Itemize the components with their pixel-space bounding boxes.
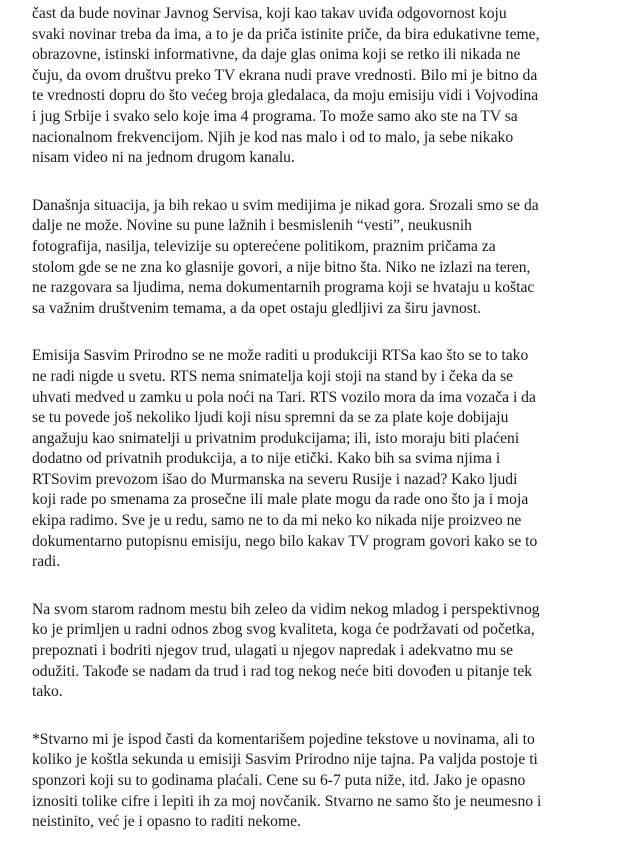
text-line: dodatno od privatnih produkcija, a to nije etički. Kako bih sa svima njima i: [32, 450, 501, 468]
paragraph-1: [32, 4, 628, 169]
text-line: odužiti. Takođe se nadam da trud i rad tog nekog neće biti dovođen u pitanje tek: [32, 662, 533, 680]
text-line: i jug Srbije i svako selo koje ima 4 programa. To može samo ako ste na TV sa: [32, 107, 518, 125]
paragraph-3: [32, 346, 628, 573]
text-line: iznositi tolike cifre i lepiti ih za moj novčanik. Stvarno ne samo što je neumesno i: [32, 792, 542, 810]
paragraph-2: [32, 196, 628, 320]
text-line: svaki novinar treba da ima, a to je da priča istinite priče, da bira edukativne teme,: [32, 25, 540, 43]
text-line: dalje ne može. Novine su pune lažnih i besmislenih “vesti”, neukusnih: [32, 217, 472, 235]
text-line: Emisija Sasvim Prirodno se ne može raditi u produkciji RTSa kao što se to tako: [32, 347, 529, 365]
text-line: fotografija, nasilja, televizije su opterećene politikom, praznim pričama za: [32, 237, 496, 255]
text-line: obrazovne, istinski informativne, da daje glas onima koji se retko ili nikada ne: [32, 46, 521, 64]
text-line: čast da bude novinar Javnog Servisa, koji kao takav uviđa odgovornost koju: [32, 5, 507, 22]
paragraph-5: [32, 730, 628, 833]
text-line: čuju, da ovom društvu preko TV ekrana nudi prave vrednosti. Bilo mi je bitno da: [32, 66, 538, 84]
text-line: sponzori koji su to godinama plaćali. Cene su 6-7 puta niže, itd. Jako je opasno: [32, 772, 526, 789]
text-line: ne radi nigde u svetu. RTS nema snimatelja koji stoji na stand by i čeka da se: [32, 367, 514, 385]
text-line: tako.: [32, 683, 63, 701]
text-line: ekipa radimo. Sve je u redu, samo ne to da mi neko ko nikada nije proizveo ne: [32, 512, 522, 530]
text-line: koji rade po smenama za prosečne ili male plate mogu da rade ono što ja i moja: [32, 491, 529, 509]
text-line: uhvati medved u zamku u pola noći na Tari. RTS vozilo mora da ima vozača i da: [32, 388, 536, 406]
text-line: se tu povede još nekoliko ljudi koji nisu spremni da se za plate koje dobijaju: [32, 409, 509, 427]
text-line: ne razgovara sa ljudima, nema dokumentarnih programa koji se hvataju u koštac: [32, 279, 535, 297]
text-line: sa važnim društvenim temama, a da opet ostaju gledljivi za širu javnost.: [32, 299, 482, 317]
text-line: nacionalnom frekvencijom. Njih je kod nas malo i od to malo, ja sebe nikako: [32, 128, 514, 146]
text-line: *Stvarno mi je ispod časti da komentarišem pojedine tekstove u novinama, ali to: [32, 730, 535, 748]
document-page: [32, 4, 628, 860]
text-line: prepoznati i bodriti njegov trud, ulagati u njegov napredak i adekvatno mu se: [32, 642, 514, 660]
text-line: RTSovim prevozom išao do Murmanska na severu Rusije i nazad? Kako ljudi: [32, 470, 518, 488]
text-line: radi.: [32, 553, 61, 571]
text-line: stolom gde se ne zna ko glasnije govori, a nije bitno šta. Niko ne izlazi na teren,: [32, 258, 531, 276]
text-line: nisam video ni na jednom drugom kanalu.: [32, 149, 295, 167]
text-line: neistinito, već je i opasno to raditi nekome.: [32, 813, 301, 831]
text-line: dokumentarno putopisnu emisiju, nego bilo kakav TV program govori kako se to: [32, 532, 538, 550]
text-line: angažuju kao snimatelji u privatnim produkcijama; ili, isto moraju biti plaćeni: [32, 429, 520, 447]
text-line: koliko je koštla sekunda u emisiji Sasvim Prirodno nije tajna. Pa valjda postoje ti: [32, 751, 538, 769]
paragraph-4: [32, 600, 628, 703]
text-line: Današnja situacija, ja bih rekao u svim medijima je nikad gora. Srozali smo se da: [32, 196, 539, 214]
text-line: te vrednosti dopru do što većeg broja gledalaca, da moju emisiju vidi i Vojvodina: [32, 87, 539, 105]
text-line: ko je primljen u radni odnos zbog svog kvaliteta, koga će podržavati od početka,: [32, 621, 535, 639]
text-line: Na svom starom radnom mestu bih zeleo da vidim nekog mladog i perspektivnog: [32, 600, 540, 618]
